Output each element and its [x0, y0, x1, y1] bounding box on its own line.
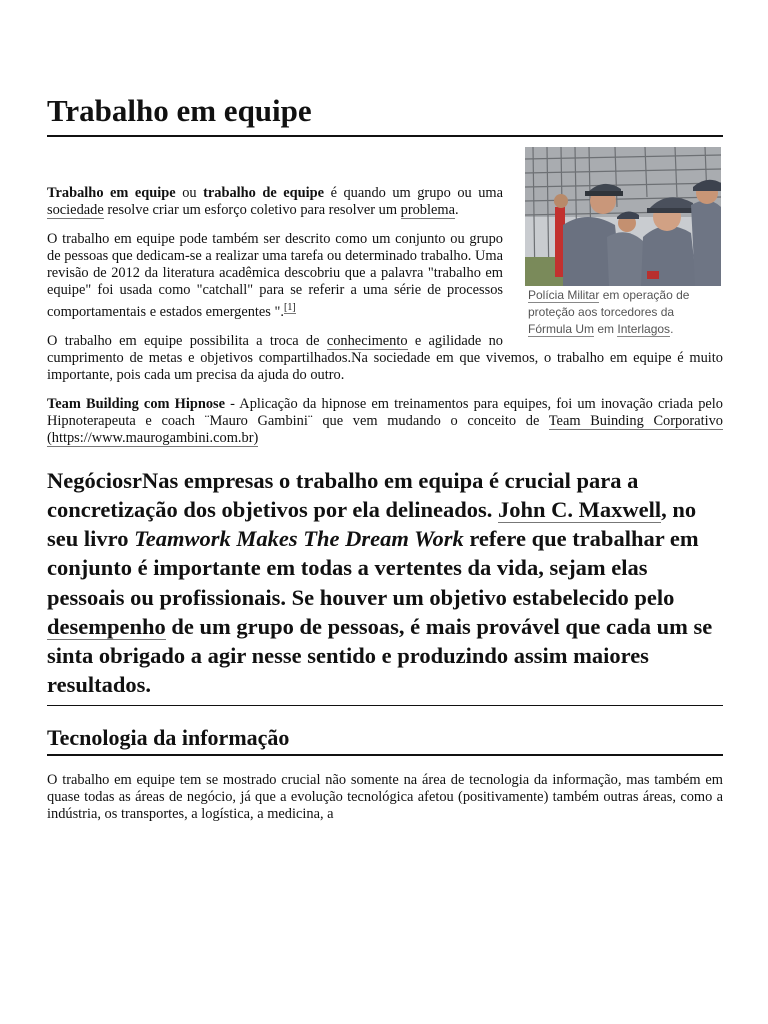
- link-policia-militar[interactable]: Polícia Militar: [528, 288, 600, 302]
- link-interlagos[interactable]: Interlagos: [617, 322, 671, 336]
- paragraph-ti: O trabalho em equipe tem se mostrado crucial não somente na área de tecnologia da informação, mas também em quase todas as áreas de negócio, já que a evolução tecnológica afetou (positivamente) também outras áreas, como a indústria, os transportes, a logística, a medicina, a: [47, 772, 723, 823]
- section-heading: Tecnologia da informação: [47, 724, 723, 756]
- photo-police[interactable]: [525, 147, 721, 286]
- intro-paragraph: Trabalho em equipe ou trabalho de equipe é quando um grupo ou uma sociedade resolve criar um esforço coletivo para resolver um problema.: [47, 185, 503, 218]
- figure-caption: Polícia Militar em operação de proteção aos torcedores da Fórmula Um em Interlagos.: [528, 288, 690, 336]
- article: [47, 0, 723, 823]
- link-formula-um[interactable]: Fórmula Um: [528, 322, 595, 336]
- figure: [525, 147, 721, 338]
- link-conhecimento[interactable]: conhecimento: [326, 332, 408, 349]
- link-sociedade[interactable]: sociedade: [47, 202, 104, 218]
- page-title: Trabalho em equipe: [47, 0, 723, 137]
- reference-link[interactable]: [1]: [283, 302, 296, 313]
- paragraph-team-building: Team Building com Hipnose - Aplicação da hipnose em treinamentos para equipes, foi um inovação criada pelo Hipnoterapeuta e coach ¨Mauro Gambini¨ que vem mudando o conceito de Team Buinding Corporativo (https://www.maurogambini.com.br): [47, 395, 724, 446]
- link-problema[interactable]: problema: [400, 202, 455, 218]
- link-desempenho[interactable]: desempenho: [47, 613, 166, 639]
- link-john-maxwell[interactable]: John C. Maxwell: [498, 497, 662, 522]
- paragraph-description: O trabalho em equipe pode também ser descrito como um conjunto ou grupo de pessoas que dedicam-se a realizar uma tarefa ou determinado trabalho. Uma revisão de 2012 da literatura acadêmica descobriu que a palavra "trabalho em equipe" foi usada como "catchall" para se referir a uma série de processos comportamentais e estados emergentes ".[1]: [47, 231, 503, 320]
- link-team-building[interactable]: Team Buinding Corporativo (https://www.maurogambini.com.br): [47, 412, 723, 446]
- paragraph-business: NegóciosrNas empresas o trabalho em equipa é crucial para a concretização dos objetivos por ela delineados. John C. Maxwell, no seu livro Teamwork Makes The Dream Work refere que trabalhar em conjunto é importante em todas a vertentes da vida, sejam elas pessoais ou profissionais. Se houver um objetivo estabelecido pelo desempenho de um grupo de pessoas, é mais provável que cada um se sinta obrigado a agir nesse sentido e produzindo assim maiores resultados.: [47, 466, 723, 707]
- paragraph-knowledge: O trabalho em equipe possibilita a troca de conhecimento e agilidade no cumprimento de metas e objetivos compartilhados.Na sociedade em que vivemos, o trabalho em equipe é muito importante, pois cada um precisa da ajuda do outro.: [47, 332, 723, 383]
